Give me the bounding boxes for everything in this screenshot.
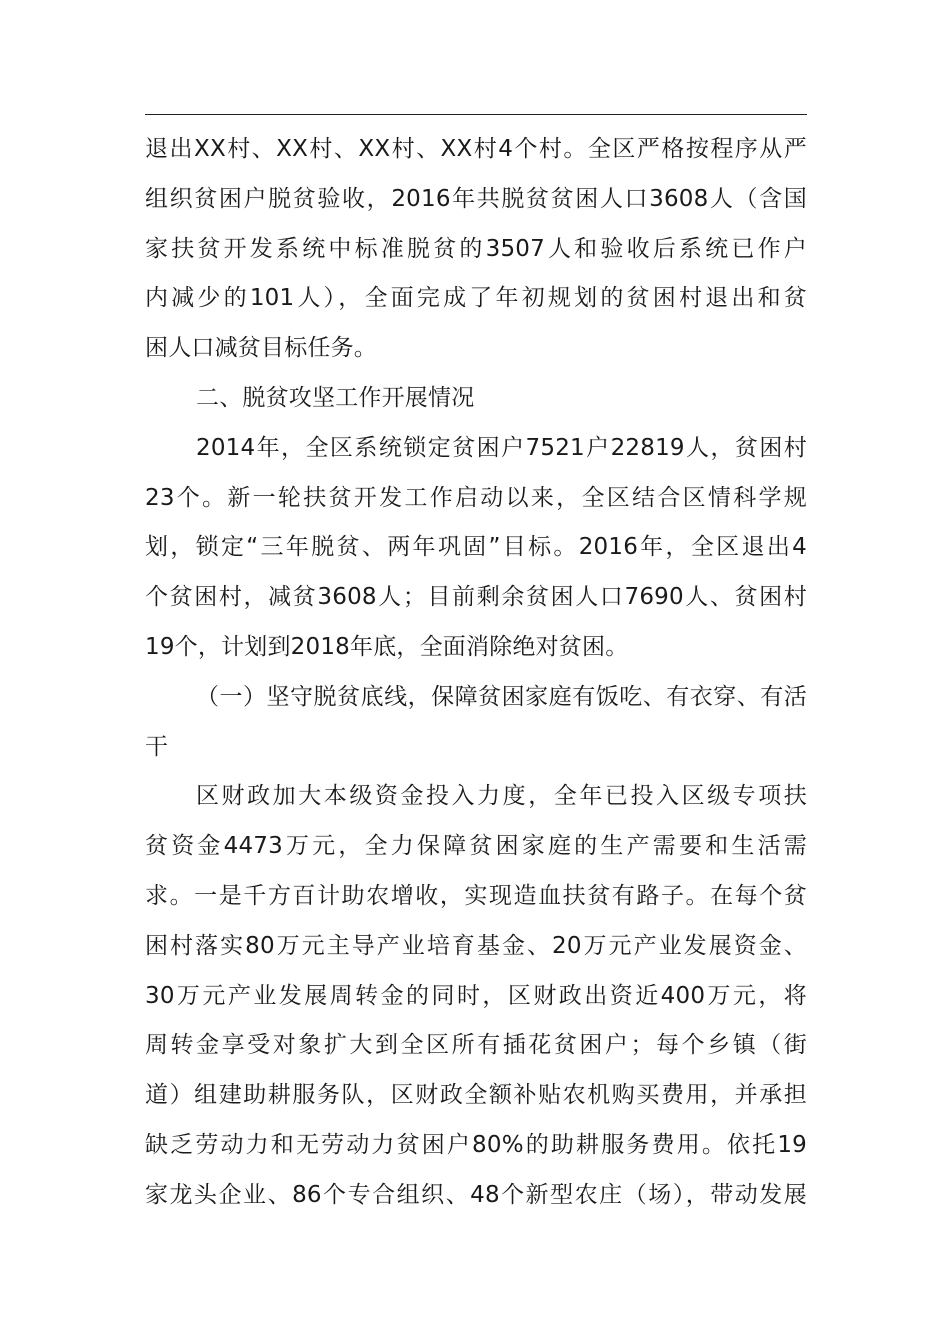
paragraph-line: 19个，计划到2018年底，全面消除绝对贫困。: [145, 633, 629, 660]
paragraph-line: 退出XX村、XX村、XX村、XX村4个村。全区严格按程序从严: [145, 136, 807, 162]
paragraph-line: 23个。新一轮扶贫开发工作启动以来，全区结合区情科学规: [145, 484, 807, 511]
paragraph-line: 组织贫困户脱贫验收，2016年共脱贫贫困人口3608人（含国: [145, 185, 807, 212]
paragraph-line: 个贫困村，减贫3608人；目前剩余贫困人口7690人、贫困村: [145, 584, 807, 611]
header-rule: [145, 114, 807, 115]
paragraph-line: 30万元产业发展周转金的同时，区财政出资近400万元，将: [145, 982, 807, 1009]
paragraph-line: 困村落实80万元主导产业培育基金、20万元产业发展资金、: [145, 932, 807, 959]
paragraph-line: 内减少的101人），全面完成了年初规划的贫困村退出和贫: [145, 285, 807, 312]
section-heading: 二、脱贫攻坚工作开展情况: [196, 384, 475, 411]
body-text: [145, 125, 807, 1221]
paragraph-line: 划，锁定“三年脱贫、两年巩固”目标。2016年，全区退出4: [145, 534, 807, 561]
subsection-heading: （一）坚守脱贫底线，保障贫困家庭有饭吃、有衣穿、有活: [196, 683, 807, 710]
paragraph-line: 家龙头企业、86个专合组织、48个新型农庄（场），带动发展: [145, 1181, 807, 1208]
paragraph-line: 道）组建助耕服务队，区财政全额补贴农机购买费用，并承担: [145, 1082, 807, 1109]
paragraph-line: 求。一是千方百计助农增收，实现造血扶贫有路子。在每个贫: [145, 882, 807, 909]
paragraph-line: 缺乏劳动力和无劳动力贫困户80%的助耕服务费用。依托19: [145, 1131, 807, 1158]
paragraph-line: 区财政加大本级资金投入力度，全年已投入区级专项扶: [196, 783, 807, 810]
subsection-heading: 干: [145, 733, 169, 760]
paragraph-line: 困人口减贫目标任务。: [145, 335, 377, 362]
paragraph-line: 2014年，全区系统锁定贫困户7521户22819人，贫困村: [196, 434, 807, 461]
paragraph-line: 周转金享受对象扩大到全区所有插花贫困户；每个乡镇（街: [145, 1032, 807, 1059]
paragraph-line: 家扶贫开发系统中标准脱贫的3507人和验收后系统已作户: [145, 235, 807, 262]
paragraph-line: 贫资金4473万元，全力保障贫困家庭的生产需要和生活需: [145, 833, 807, 860]
